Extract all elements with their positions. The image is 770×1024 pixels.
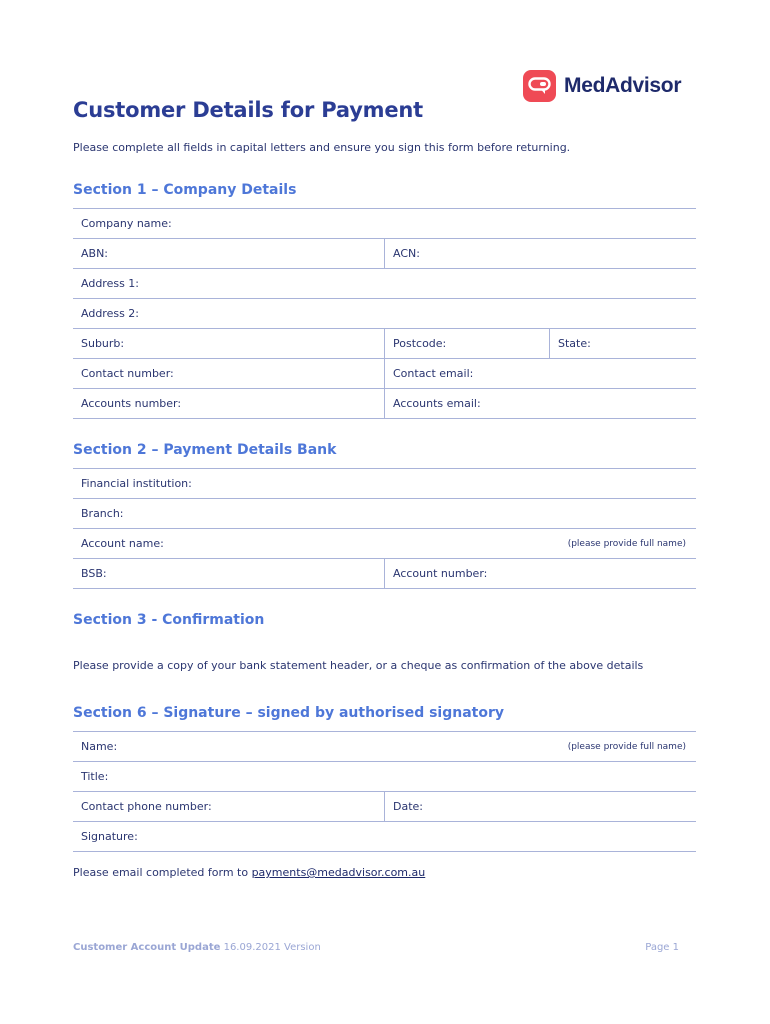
- title-field[interactable]: Title:: [81, 770, 109, 783]
- accounts-email-field[interactable]: Accounts email:: [384, 389, 696, 418]
- abn-field[interactable]: ABN:: [81, 247, 109, 260]
- table-row: [73, 209, 696, 239]
- address-1-field[interactable]: Address 1:: [81, 277, 140, 290]
- page-number: Page 1: [645, 942, 679, 953]
- contact-email-field[interactable]: Contact email:: [384, 359, 696, 388]
- email-prompt: Please email completed form to: [73, 866, 249, 879]
- table-row: [73, 239, 696, 269]
- accounts-number-field[interactable]: Accounts number:: [81, 397, 182, 410]
- signature-table: [73, 731, 696, 852]
- suburb-field[interactable]: Suburb:: [81, 337, 125, 350]
- table-row: [73, 469, 696, 499]
- postcode-field[interactable]: Postcode:: [384, 329, 549, 358]
- name-field[interactable]: Name:: [81, 740, 118, 753]
- state-field[interactable]: State:: [549, 329, 696, 358]
- table-row: [73, 269, 696, 299]
- brand-name: MedAdvisor: [564, 74, 682, 97]
- footer-version-text: 16.09.2021 Version: [223, 942, 321, 953]
- footer-version: [73, 942, 321, 953]
- section-6-title: Section 6 – Signature – signed by authorised signatory: [73, 705, 504, 721]
- contact-phone-field[interactable]: Contact phone number:: [81, 800, 212, 813]
- branch-field[interactable]: Branch:: [81, 507, 124, 520]
- table-row: [73, 762, 696, 792]
- company-name-field[interactable]: Company name:: [81, 217, 172, 230]
- footer-label: Customer Account Update: [73, 942, 221, 953]
- table-row: [73, 299, 696, 329]
- intro-text: Please complete all fields in capital letters and ensure you sign this form before returning.: [73, 141, 571, 154]
- table-row: [73, 329, 696, 359]
- address-2-field[interactable]: Address 2:: [81, 307, 140, 320]
- section-2-title: Section 2 – Payment Details Bank: [73, 442, 337, 458]
- chat-bubble-icon: [523, 70, 556, 102]
- table-row: [73, 792, 696, 822]
- account-number-field[interactable]: Account number:: [384, 559, 696, 588]
- bsb-field[interactable]: BSB:: [81, 567, 107, 580]
- financial-institution-field[interactable]: Financial institution:: [81, 477, 192, 490]
- table-row: [73, 499, 696, 529]
- table-row: [73, 529, 696, 559]
- company-details-table: [73, 208, 696, 419]
- email-instruction: [73, 866, 425, 879]
- section-1-title: Section 1 – Company Details: [73, 182, 297, 198]
- name-note: (please provide full name): [567, 742, 686, 752]
- payments-email-link[interactable]: payments@medadvisor.com.au: [251, 866, 426, 879]
- page-title: Customer Details for Payment: [73, 98, 423, 122]
- table-row: [73, 732, 696, 762]
- date-field[interactable]: Date:: [384, 792, 696, 821]
- payment-details-table: [73, 468, 696, 589]
- account-name-note: (please provide full name): [567, 539, 686, 549]
- acn-field[interactable]: ACN:: [384, 239, 696, 268]
- table-row: [73, 822, 696, 852]
- account-name-field[interactable]: Account name:: [81, 537, 164, 550]
- section-3-title: Section 3 - Confirmation: [73, 612, 265, 628]
- table-row: [73, 559, 696, 589]
- table-row: [73, 359, 696, 389]
- contact-number-field[interactable]: Contact number:: [81, 367, 174, 380]
- table-row: [73, 389, 696, 419]
- brand-logo: [523, 70, 681, 102]
- confirmation-text: Please provide a copy of your bank statement header, or a cheque as confirmation of the above details: [73, 659, 644, 672]
- signature-field[interactable]: Signature:: [81, 830, 138, 843]
